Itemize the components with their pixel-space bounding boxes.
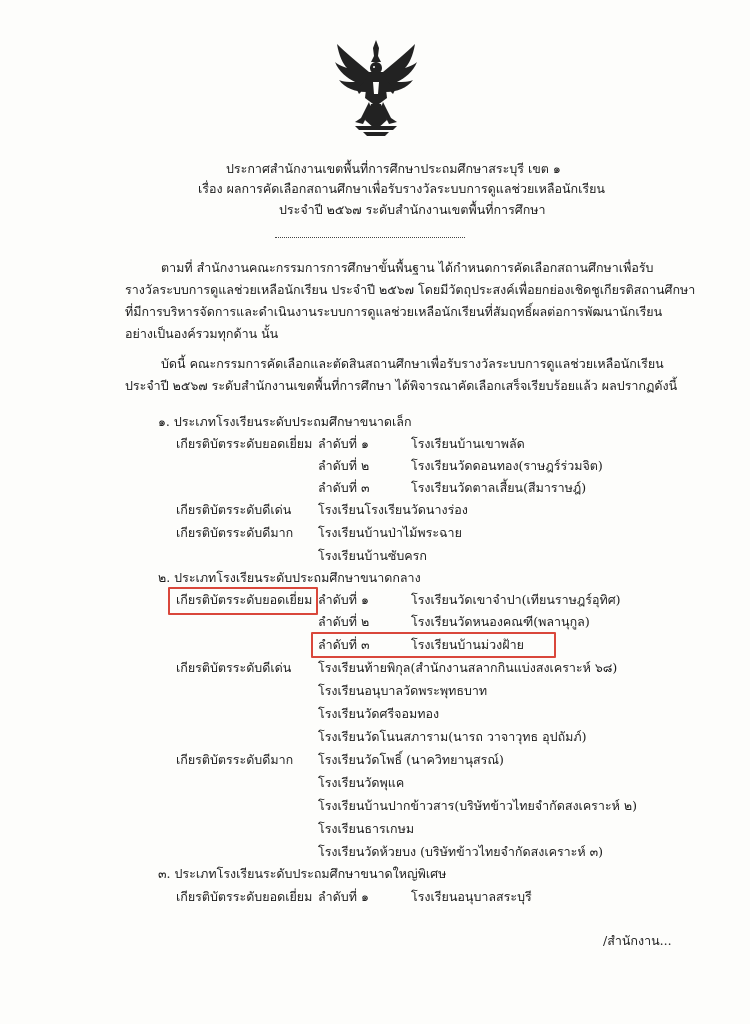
verygood-label: เกียรติบัตรระดับดีมาก [176, 525, 294, 540]
intro-line: รางวัลระบบการดูแลช่วยเหลือนักเรียน ประจำปี ๒๕๖๗ โดยมีวัตถุประสงค์เพื่อยกย่องเชิดชูเกียรติสถานศึกษา [125, 282, 696, 297]
good-label: เกียรติบัตรระดับดีเด่น [176, 660, 292, 675]
continued-marker: /สำนักงาน... [603, 933, 672, 948]
good-label: เกียรติบัตรระดับดีเด่น [176, 502, 292, 517]
intro-line: อย่างเป็นองค์รวมทุกด้าน นั้น [125, 326, 279, 341]
rank-label: ลำดับที่ ๑ [318, 889, 369, 904]
school-name: โรงเรียนวัดตาลเสี้ยน(สีมาราษฎ์) [411, 480, 587, 495]
school-name: โรงเรียนบ้านซับครก [318, 548, 427, 563]
highlight-box-school [311, 632, 556, 658]
school-name: โรงเรียนวัดห้วยบง (บริษัทข้าวไทยจำกัดสงเคราะห์ ๓) [318, 844, 604, 859]
section-1-title: ๑. ประเภทโรงเรียนระดับประถมศึกษาขนาดเล็ก [158, 414, 412, 429]
school-name: โรงเรียนท้ายพิกุล(สำนักงานสลากกินแบ่งสงเคราะห์ ๖๘) [318, 660, 618, 675]
school-name: โรงเรียนอนุบาลวัดพระพุทธบาท [318, 683, 488, 698]
announcement-issuer: ประกาศสำนักงานเขตพื้นที่การศึกษาประถมศึกษาสระบุรี เขต ๑ [226, 161, 561, 176]
excellent-label: เกียรติบัตรระดับยอดเยี่ยม [176, 592, 313, 607]
school-name: โรงเรียนธารเกษม [318, 821, 415, 836]
rank-label: ลำดับที่ ๑ [318, 436, 369, 451]
excellent-label: เกียรติบัตรระดับยอดเยี่ยม [176, 436, 313, 451]
rank-label: ลำดับที่ ๑ [318, 592, 369, 607]
result-line: ประจำปี ๒๕๖๗ ระดับสำนักงานเขตพื้นที่การศึกษา ได้พิจารณาคัดเลือกเสร็จเรียบร้อยแล้ว ผลปรากฏดังนี้ [125, 378, 678, 393]
announcement-subject: เรื่อง ผลการคัดเลือกสถานศึกษาเพื่อรับรางวัลระบบการดูแลช่วยเหลือนักเรียน [198, 181, 605, 196]
dotted-divider [275, 237, 465, 238]
school-name: โรงเรียนวัดหนองคณฑี(พลานุกูล) [411, 614, 590, 629]
school-name-highlighted: โรงเรียนบ้านม่วงฝ้าย [411, 637, 524, 652]
school-name: โรงเรียนวัดดอนทอง(ราษฎร์ร่วมจิต) [411, 458, 603, 473]
school-name: โรงเรียนวัดพุแค [318, 775, 405, 790]
garuda-emblem [333, 38, 419, 138]
school-name: โรงเรียนบ้านป่าไม้พระฉาย [318, 525, 462, 540]
intro-line: ตามที่ สำนักงานคณะกรรมการการศึกษาขั้นพื้นฐาน ได้กำหนดการคัดเลือกสถานศึกษาเพื่อรับ [161, 260, 654, 275]
result-paragraph [125, 353, 685, 397]
rank-label: ลำดับที่ ๓ [318, 480, 370, 495]
school-name: โรงเรียนวัดศรีจอมทอง [318, 706, 440, 721]
school-name: โรงเรียนบ้านปากข้าวสาร(บริษัทข้าวไทยจำกัดสงเคราะห์ ๒) [318, 798, 637, 813]
announcement-year: ประจำปี ๒๕๖๗ ระดับสำนักงานเขตพื้นที่การศึกษา [279, 202, 546, 217]
rank-label: ลำดับที่ ๒ [318, 614, 370, 629]
verygood-label: เกียรติบัตรระดับดีมาก [176, 752, 294, 767]
school-name: โรงเรียนอนุบาลสระบุรี [411, 889, 532, 904]
intro-line: ที่มีการบริหารจัดการและดำเนินงานระบบการดูแลช่วยเหลือนักเรียนที่สัมฤทธิ์ผลต่อการพัฒนานักเรียน [125, 304, 663, 319]
section-2-title: ๒. ประเภทโรงเรียนระดับประถมศึกษาขนาดกลาง [158, 570, 421, 585]
school-name: โรงเรียนวัดโพธิ์ (นาควิทยานุสรณ์) [318, 752, 504, 767]
intro-paragraph [125, 257, 696, 345]
rank-label: ลำดับที่ ๓ [318, 637, 370, 652]
excellent-label: เกียรติบัตรระดับยอดเยี่ยม [176, 889, 313, 904]
school-name: โรงเรียนวัดโนนสภาราม(นารถ วาจาวุทธ อุปถัมภ์) [318, 729, 587, 744]
result-line: บัดนี้ คณะกรรมการคัดเลือกและตัดสินสถานศึกษาเพื่อรับรางวัลระบบการดูแลช่วยเหลือนักเรียน [161, 356, 664, 371]
section-3-title: ๓. ประเภทโรงเรียนระดับประถมศึกษาขนาดใหญ่พิเศษ [158, 866, 447, 881]
highlight-box-award-level [168, 587, 318, 615]
school-name: โรงเรียนโรงเรียนวัดนางร่อง [318, 502, 468, 517]
rank-label: ลำดับที่ ๒ [318, 458, 370, 473]
school-name: โรงเรียนวัดเขาจำปา(เทียนราษฎร์อุทิศ) [411, 592, 621, 607]
school-name: โรงเรียนบ้านเขาพลัด [411, 436, 525, 451]
